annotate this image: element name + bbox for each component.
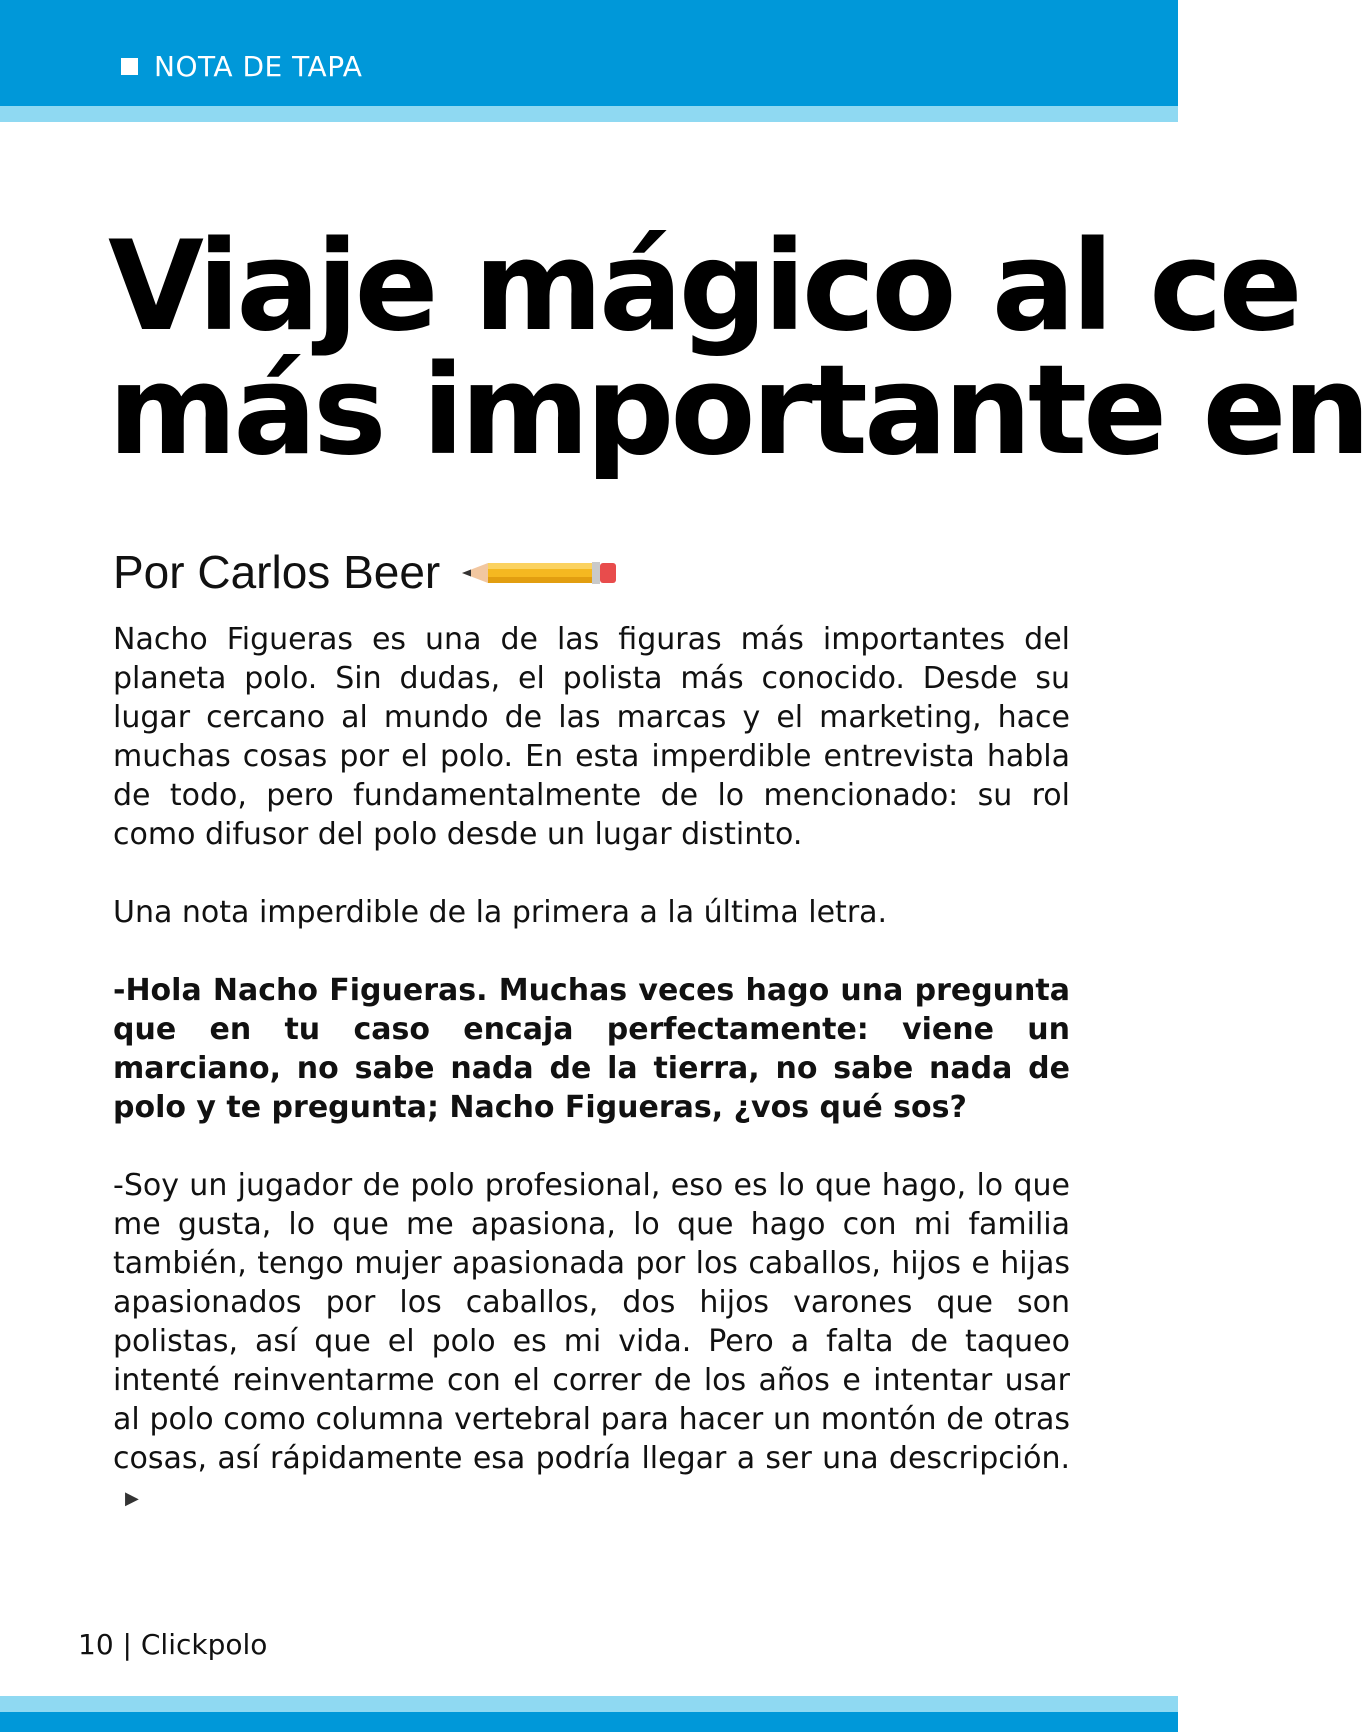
interview-question: -Hola Nacho Figueras. Muchas veces hago una pregunta que en tu caso encaja perfectamente: viene un marciano, no sabe nada de la tierra, no sabe nada de polo y te pregunta; Nacho Figueras, ¿vos qué sos? — [113, 973, 1070, 1125]
headline-line-2: más importante en — [108, 339, 1367, 483]
headline-line-1: Viaje mágico al ce — [108, 215, 1299, 359]
article-body — [113, 620, 1070, 1557]
headline — [108, 215, 1367, 483]
square-bullet-icon — [121, 58, 138, 75]
footer-stripe — [0, 1696, 1178, 1712]
interview-answer-text: -Soy un jugador de polo profesional, eso es lo que hago, lo que me gusta, lo que me apasiona, lo que hago con mi familia también, tengo mujer apasionada por los caballos, hijos e hijas apasionados por los caballos, dos hijos varones que son polistas, así que el polo es mi vida. Pero a falta de taqueo intenté reinventarme con el correr de los años e intentar usar al polo como columna vertebral para hacer un montón de otras cosas, así rápidamente esa podría llegar a ser una descripción. — [113, 1168, 1070, 1476]
continue-arrow-icon: ▶ — [125, 1488, 139, 1509]
footer-bar — [0, 1712, 1178, 1732]
intro-paragraph: Nacho Figueras es una de las figuras más importantes del planeta polo. Sin dudas, el polista más conocido. Desde su lugar cercano al mundo de las marcas y el marketing, hace muchas cosas por el polo. En esta imperdible entrevista habla de todo, pero fundamentalmente de lo mencionado: su rol como difusor del polo desde un lugar distinto. — [113, 622, 1070, 852]
section-label — [121, 50, 362, 83]
pencil-icon — [462, 560, 616, 590]
byline — [113, 545, 616, 599]
header-stripe — [0, 106, 1178, 122]
intro-paragraph-2: Una nota imperdible de la primera a la última letra. — [113, 895, 888, 930]
interview-answer — [113, 1166, 1070, 1518]
section-label-text: NOTA DE TAPA — [154, 50, 363, 83]
page-footer-label: 10 | Clickpolo — [78, 1628, 268, 1661]
byline-author: Por Carlos Beer — [113, 546, 441, 598]
